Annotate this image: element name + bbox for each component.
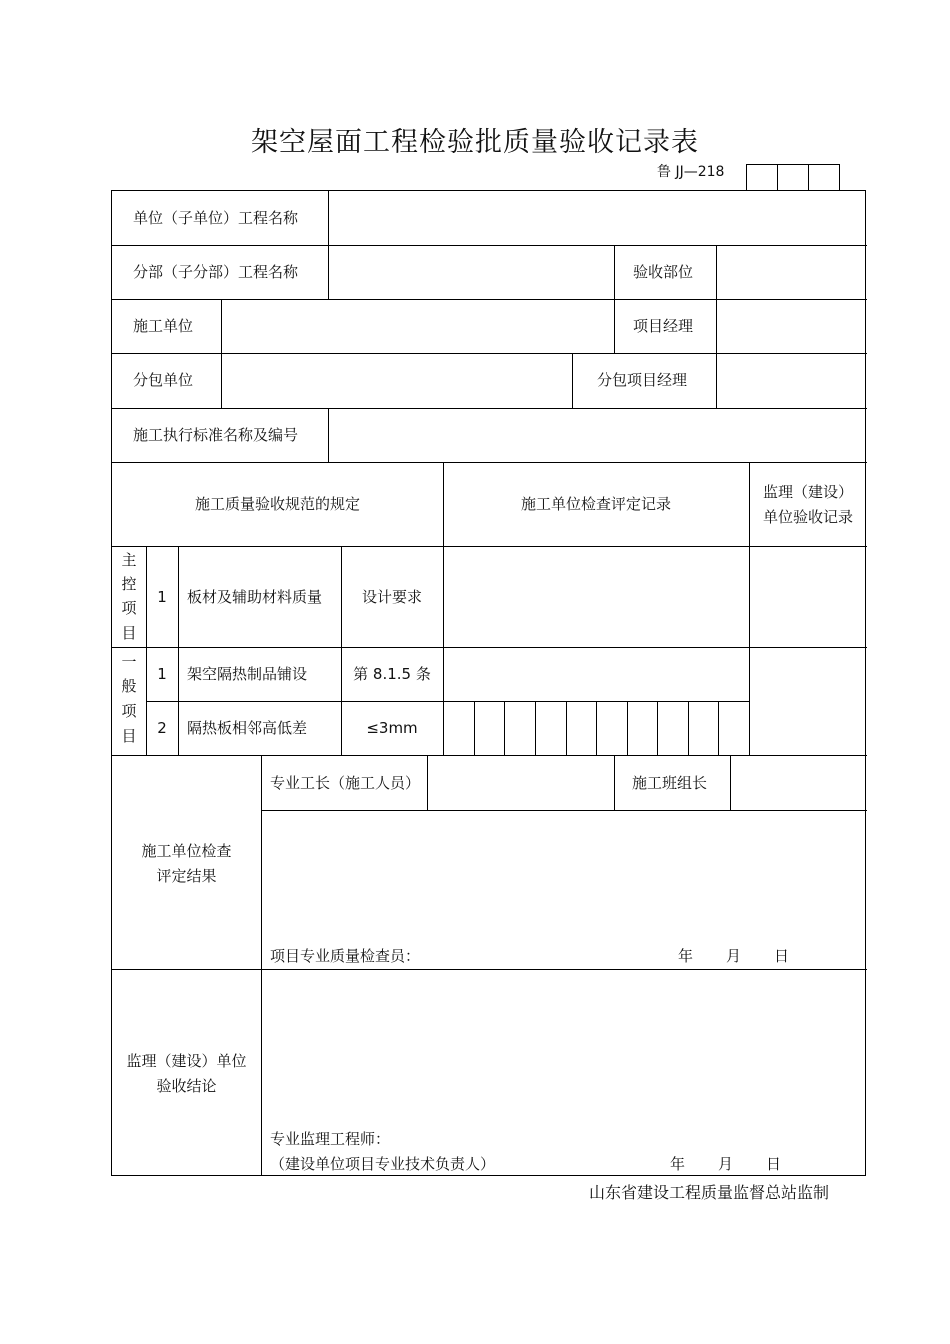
team-leader-label: 施工班组长 (632, 774, 708, 792)
main-item-name: 板材及辅助材料质量 (187, 588, 323, 606)
general-item-name: 隔热板相邻高低差 (187, 719, 308, 737)
general-items-label-char: 一 (121, 653, 137, 671)
supervision-conclusion-label-line2: 验收结论 (156, 1077, 217, 1095)
issuer-footer: 山东省建设工程质量监督总站监制 (589, 1183, 830, 1202)
main-items-label-char: 项 (121, 599, 137, 617)
date-month: 月 (726, 947, 742, 965)
owner-tech-lead-label: （建设单位项目专业技术负责人） (270, 1155, 496, 1173)
supervision-column-header-line2: 单位验收记录 (762, 508, 853, 526)
main-items-label-char: 主 (121, 551, 137, 569)
standard-label: 施工执行标准名称及编号 (133, 426, 299, 444)
main-item-no: 1 (157, 588, 167, 606)
serial-box[interactable] (777, 165, 808, 191)
general-items-label-char: 目 (121, 727, 137, 745)
inspector-label: 项目专业质量检查员： (270, 947, 421, 965)
supervision-engineer-label: 专业监理工程师： (270, 1130, 391, 1148)
project-name-label: 单位（子单位）工程名称 (133, 209, 299, 227)
main-items-label-char: 控 (121, 575, 137, 593)
serial-number-boxes (746, 164, 840, 191)
serial-box[interactable] (747, 165, 777, 191)
date-month: 月 (718, 1155, 734, 1173)
supervision-column-header-line1: 监理（建设） (762, 483, 853, 501)
supervision-conclusion-label-line1: 监理（建设）单位 (126, 1052, 247, 1070)
main-items-label-char: 目 (121, 624, 137, 642)
general-item-no: 1 (157, 665, 167, 683)
main-item-requirement: 设计要求 (361, 588, 422, 606)
general-item-no: 2 (157, 719, 167, 737)
date-day: 日 (774, 947, 790, 965)
form-code: 鲁 JJ—218 (657, 164, 725, 180)
project-manager-label: 项目经理 (633, 317, 694, 335)
date-year: 年 (670, 1155, 686, 1173)
subcontract-manager-label: 分包项目经理 (597, 371, 688, 389)
spec-column-header: 施工质量验收规范的规定 (194, 495, 360, 513)
general-item-requirement: 第 8.1.5 条 (353, 665, 431, 683)
form-title: 架空屋面工程检验批质量验收记录表 (251, 127, 699, 158)
inspection-result-label-line2: 评定结果 (156, 867, 217, 885)
foreman-label: 专业工长（施工人员） (270, 774, 421, 792)
subcontract-unit-label: 分包单位 (133, 371, 194, 389)
sub-project-label: 分部（子分部）工程名称 (133, 263, 299, 281)
serial-box[interactable] (808, 165, 839, 191)
general-items-label-char: 项 (121, 702, 137, 720)
record-column-header: 施工单位检查评定记录 (520, 495, 671, 513)
date-day: 日 (766, 1155, 782, 1173)
acceptance-form (111, 190, 866, 1176)
inspection-result-label-line1: 施工单位检查 (141, 842, 232, 860)
general-item-requirement: ≤3mm (366, 719, 418, 737)
acceptance-part-label: 验收部位 (633, 263, 694, 281)
general-item-name: 架空隔热制品铺设 (187, 665, 308, 683)
date-year: 年 (678, 947, 694, 965)
general-items-label-char: 般 (121, 677, 137, 695)
construction-unit-label: 施工单位 (133, 317, 194, 335)
